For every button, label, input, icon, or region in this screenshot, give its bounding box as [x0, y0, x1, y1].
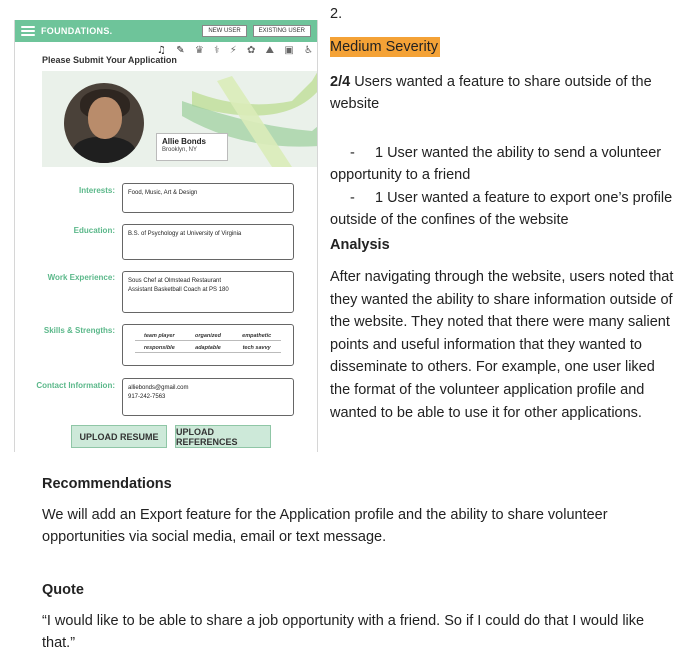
finding-bullet-1: - 1 User wanted the ability to send a volunteer opportunity to a friend: [330, 145, 666, 183]
quote-text: “I would like to be able to share a job opportunity with a friend. So if I could do that I would like that.”: [42, 613, 645, 651]
finding-bullet-2: - 1 User wanted a feature to export one’s profile outside of the confines of the website: [330, 190, 677, 228]
bus-icon[interactable]: ▣: [284, 45, 294, 56]
profile-banner: [42, 71, 318, 167]
interests-field[interactable]: [122, 183, 294, 213]
dining-icon[interactable]: ✿: [247, 45, 256, 56]
contact-field[interactable]: [122, 378, 294, 416]
skill-item: responsible: [135, 345, 184, 353]
hiking-icon[interactable]: ⛰: [265, 45, 275, 56]
skill-item: organized: [184, 333, 233, 341]
contact-email: alliebonds@gmail.com: [128, 385, 189, 391]
contact-phone: 917-242-7563: [128, 394, 166, 400]
work-line-1: Sous Chef at Olmstead Restaurant: [128, 278, 222, 284]
paintbrush-icon[interactable]: ✎: [176, 45, 185, 56]
medical-icon[interactable]: ⚕: [214, 45, 220, 56]
profile-location: Brooklyn, NY: [162, 147, 198, 153]
severity-badge: Medium Severity: [330, 39, 438, 55]
music-note-icon[interactable]: ♫: [157, 45, 166, 56]
page-title: Please Submit Your Application: [42, 55, 177, 65]
analysis-text: After navigating through the website, users noted that they wanted the ability to share information outside of the website. They noted that there were many salient points and useful information that they wanted to disseminate to others. For example, one user liked the format of the volunteer application profile and wanted to be able to use it for other applications.: [330, 269, 674, 421]
new-user-button[interactable]: NEW USER: [202, 25, 246, 37]
skill-item: empathetic: [232, 333, 281, 341]
wheelchair-icon[interactable]: ♿: [304, 45, 313, 56]
trophy-icon[interactable]: ♛: [194, 45, 204, 56]
skills-label: Skills & Strengths:: [43, 326, 115, 335]
analysis-heading: Analysis: [330, 237, 390, 253]
finding-text: Users wanted a feature to share outside of the website: [330, 74, 652, 112]
education-value: B.S. of Psychology at University of Virginia: [128, 231, 242, 237]
finding-number: 2.: [330, 6, 343, 22]
education-label: Education:: [73, 226, 115, 235]
work-experience-field[interactable]: [122, 271, 294, 313]
existing-user-button[interactable]: EXISTING USER: [253, 25, 311, 37]
skills-grid: [125, 329, 291, 353]
avatar: [64, 83, 144, 163]
brand-logo[interactable]: FOUNDATIONS.: [41, 26, 113, 36]
menu-icon[interactable]: [21, 26, 35, 36]
skill-item: adaptable: [184, 345, 233, 353]
app-top-bar: [15, 20, 317, 42]
profile-name-card: [156, 133, 228, 161]
application-mockup: [14, 20, 318, 452]
quote-heading: Quote: [42, 582, 84, 598]
skills-field[interactable]: [122, 324, 294, 366]
recommendations-text: We will add an Export feature for the Application profile and the ability to share volunteer opportunities via social media, email or text message.: [42, 507, 608, 545]
finding-count: 2/4: [330, 74, 351, 90]
finding-summary: [330, 71, 675, 115]
running-icon[interactable]: ⚡: [229, 45, 237, 56]
recommendations-heading: Recommendations: [42, 476, 172, 492]
work-line-2: Assistant Basketball Coach at PS 180: [128, 287, 229, 293]
upload-resume-button[interactable]: UPLOAD RESUME: [71, 425, 167, 448]
skill-item: team player: [135, 333, 184, 341]
category-icons: [157, 45, 313, 57]
skill-item: tech savvy: [232, 345, 281, 353]
work-experience-label: Work Experience:: [47, 273, 115, 282]
interests-value: Food, Music, Art & Design: [128, 190, 198, 196]
education-field[interactable]: [122, 224, 294, 260]
interests-label: Interests:: [78, 186, 115, 195]
upload-references-button[interactable]: UPLOAD REFERENCES: [175, 425, 271, 448]
profile-name: Allie Bonds: [162, 137, 207, 146]
contact-label: Contact Information:: [36, 381, 115, 390]
